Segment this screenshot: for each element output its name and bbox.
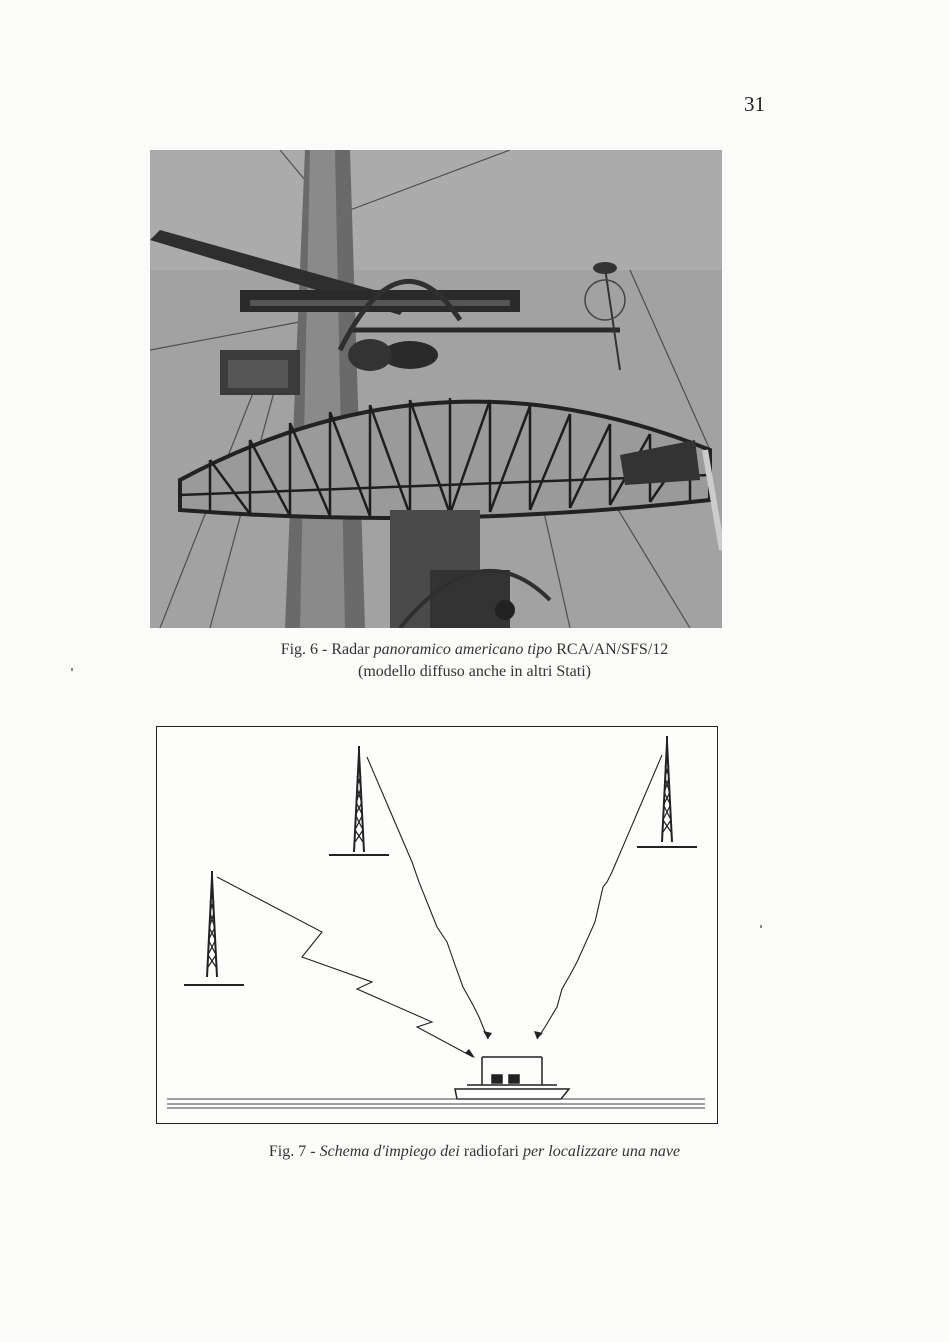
figure7-caption-word: radiofari <box>463 1143 519 1160</box>
figure6-caption-word: Radar <box>331 641 370 658</box>
figure7-caption-italic1: Schema d'impiego dei <box>319 1143 460 1160</box>
figure6-caption-line1 <box>0 640 949 660</box>
figure6-caption-italic: panoramico americano tipo <box>373 641 553 658</box>
figure6-caption-line2: (modello diffuso anche in altri Stati) <box>358 663 591 680</box>
radar-photo <box>150 150 722 628</box>
ship <box>455 1057 569 1099</box>
radiobeacon-diagram <box>156 726 718 1124</box>
page-number: 31 <box>744 92 765 116</box>
scan-speck <box>71 668 73 671</box>
tower-1 <box>329 746 389 855</box>
figure7-caption-prefix: Fig. 7 - <box>268 1143 320 1160</box>
figure6-caption-model: RCA/AN/SFS/12 <box>556 641 669 658</box>
figure7-caption <box>0 1142 949 1162</box>
tower-3 <box>184 871 244 985</box>
figure7-caption-italic2: per localizzare una nave <box>522 1143 681 1160</box>
figure6-caption-prefix: Fig. 6 - <box>280 641 332 658</box>
scan-speck <box>760 925 762 928</box>
